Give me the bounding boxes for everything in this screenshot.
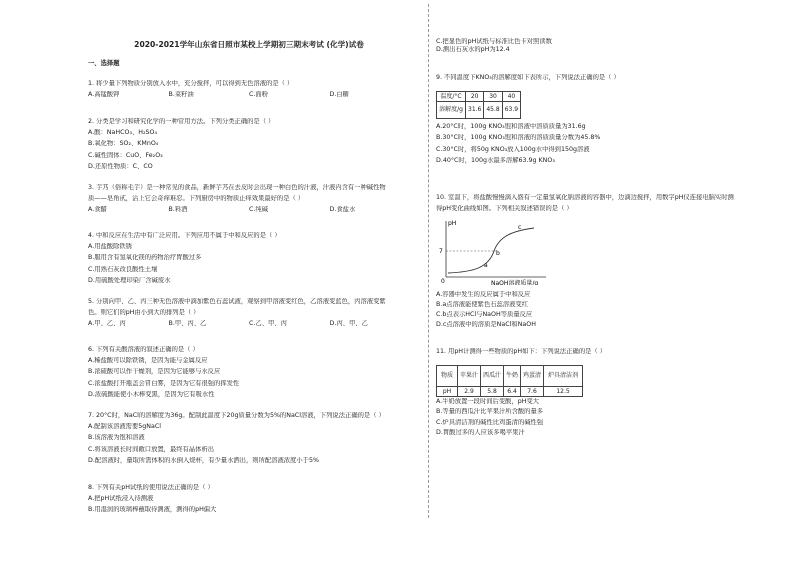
table-cell: 30 (484, 92, 502, 102)
table-cell: 5.8 (481, 387, 504, 397)
ph-table (436, 365, 583, 397)
table-cell: 45.8 (484, 102, 502, 119)
option-line: C.b点表示HCl与NaOH等质量反应 (436, 311, 533, 319)
table-cell: 苹果汁 (458, 366, 481, 387)
question-line: A.稀盐酸可以除铁锈，是因为能与金属反应 (88, 357, 208, 365)
page-title: 2020-2021学年山东省日照市某校上学期初三期末考试 (化学)试卷 (134, 40, 364, 49)
table-cell: 40 (502, 92, 520, 102)
question-line: B.氧化物：SO₂、KMnO₄ (88, 140, 159, 148)
y-axis-label: pH (448, 220, 457, 228)
option-A: A.甲、乙、丙 (88, 320, 126, 328)
table-cell: 6.4 (504, 387, 521, 397)
option-line: D.40°C时，100g水最多溶解63.9g KNO₃ (436, 156, 555, 164)
question-stem: 5. 分别向甲、乙、丙三种无色溶液中滴加紫色石蕊试液，观察到甲溶液变红色，乙溶液变蓝色，丙溶液变紫 (88, 298, 386, 305)
point-b-label: b (496, 250, 500, 258)
table-cell: 鸡蛋清 (521, 366, 544, 387)
question-2 (88, 118, 410, 171)
question-stem: 2. 分类是学习和研究化学的一种常用方法。下列分类正确的是（ ） (88, 118, 275, 125)
question-line: D.浓硫酸能使小木棒变黑，是因为它有吸水性 (88, 390, 215, 398)
question-stem: 11. 用pH计测得一些物质的pH如下：下列说法正确的是（ ） (436, 348, 607, 355)
option-line: D.胃酸过多的人应该多喝苹果汁 (436, 428, 525, 436)
option-D: D.食盐水 (329, 206, 356, 214)
option-line: D.c点溶液中的溶质是NaCl和NaOH (436, 321, 536, 329)
option-line: C.把显色的pH试纸与标准比色卡对照读数 (436, 38, 552, 45)
option-line: A.容器中发生的反应属于中和反应 (436, 290, 531, 298)
question-line: D.还原性物质：C、CO (88, 162, 153, 170)
table-cell: 2.9 (458, 387, 481, 397)
section-heading: 一、选择题 (88, 60, 120, 67)
question-7 (88, 412, 410, 465)
option-line: A.牛奶放置一段时间后变酸，pH变大 (436, 398, 540, 406)
tick-7: 7 (439, 248, 443, 256)
ph-curve-figure (436, 217, 586, 285)
question-stem: 10. 室温下，将盐酸慢慢滴入盛有一定量氢氧化钠溶液的容器中，边滴边搅拌，用数字pH仪连接电脑实时测 (436, 194, 734, 201)
option-C: C.乙、甲、丙 (249, 320, 287, 328)
option-line: C.30°C时，将50g KNO₃放入100g水中得到150g溶液 (436, 145, 590, 153)
options-row (88, 320, 410, 328)
table-cell: 牛奶 (504, 366, 521, 387)
table-cell: 63.9 (502, 102, 520, 119)
question-stem: 8. 下列有关pH试纸的使用说法正确的是（ ） (88, 484, 214, 491)
question-8 (88, 484, 410, 515)
solubility-table (436, 91, 521, 119)
question-stem: 6. 下列有关酸溶液的叙述正确的是（ ） (88, 346, 199, 353)
table-cell: 温度/°C (437, 92, 466, 102)
question-line: D.配溶液时，量取所需体积的水倒入烧杯，有少量水洒出，则所配溶液浓度小于5% (88, 456, 319, 464)
question-1 (88, 80, 410, 99)
question-line: B.该溶液为饱和溶液 (88, 434, 145, 442)
question-line: B.服用含有氢氧化镁的药物治疗胃酸过多 (88, 254, 202, 262)
question-10 (436, 194, 761, 329)
question-stem: 9. 不同温度下KNO₃的溶解度如下表所示，下列说法正确的是（ ） (436, 74, 620, 81)
option-line: B.a点溶液能使紫色石蕊溶液变红 (436, 300, 529, 308)
question-5 (88, 298, 410, 329)
option-C: C.纯碱 (249, 206, 268, 214)
option-line: B.30°C时，100g KNO₃饱和溶液的溶质质量分数为45.8% (436, 134, 601, 142)
question-9 (436, 74, 761, 165)
question-6 (88, 346, 410, 399)
options-row (88, 91, 410, 99)
question-line: 色。则它们的pH由小到大的排列是（ ） (88, 309, 200, 317)
question-stem: 3. 芋艿（俗称毛芋）是一种常见的食品，新鲜芋艿在去皮时会出现一种白色的汁液，汁液内含有一种碱性物 (88, 184, 386, 191)
question-line: A.把pH试纸浸入待测液 (88, 495, 154, 503)
table-cell: 西瓜汁 (481, 366, 504, 387)
question-stem: 4. 中和反应在生活中有广泛应用。下列应用不属于中和反应的是（ ） (88, 232, 281, 239)
question-line: C.浓盐酸打开瓶盖会冒白雾，是因为它有很强的挥发性 (88, 379, 240, 387)
table-cell: pH (437, 387, 458, 397)
question-11 (436, 348, 761, 437)
option-A: A.高锰酸钾 (88, 91, 120, 99)
table-cell: 7.6 (521, 387, 544, 397)
column-divider (428, 4, 429, 518)
option-line: B.等量的西瓜汁比苹果汁所含酸的量多 (436, 408, 544, 416)
ph-curve (448, 228, 534, 273)
question-line: A.酸：NaHCO₃、H₂SO₄ (88, 129, 158, 137)
question-line: C.用熟石灰改良酸性土壤 (88, 265, 158, 273)
table-cell: 20 (466, 92, 484, 102)
x-axis-label: NaOH溶液质量/g (491, 280, 539, 286)
point-c-label: c (518, 224, 522, 232)
question-stem: 得pH变化曲线如图。下列相关叙述错误的是（ ） (436, 205, 573, 213)
option-A: A.食醋 (88, 206, 107, 214)
q8-continued (436, 38, 761, 54)
option-B: B.甲、丙、乙 (168, 320, 207, 328)
question-4 (88, 232, 410, 285)
option-line: D.测出石灰水的pH为12.4 (436, 46, 510, 54)
table-cell: 12.5 (544, 387, 583, 397)
table-cell: 31.6 (466, 102, 484, 119)
point-a-label: a (484, 262, 488, 270)
question-line: B.浓硫酸可以作干燥剂，是因为它能够与水反应 (88, 368, 221, 376)
option-B: B.料酒 (168, 206, 188, 214)
question-line: C.碱性固体：CuO、Fe₂O₃ (88, 151, 163, 159)
question-line: A.配制该溶液需要5gNaCl (88, 423, 161, 431)
option-line: A.20°C时，100g KNO₃饱和溶液中溶质质量为31.6g (436, 123, 586, 131)
question-3 (88, 184, 410, 215)
question-stem: 1. 将少量下列物质分别放入水中，充分搅拌，可以得到无色溶液的是（ ） (88, 80, 294, 87)
question-line: 质——皂角甙，沾上它会奇痒难忍。下列厨房中的物质止痒效果最好的是（ ） (88, 195, 305, 203)
question-line: A.用盐酸除铁锈 (88, 243, 132, 251)
table-cell: 炉具清洁剂 (544, 366, 583, 387)
options-row (88, 206, 410, 214)
table-cell: 溶解度/g (437, 102, 466, 119)
option-B: B.菜籽油 (168, 91, 194, 99)
option-D: D.白糖 (329, 91, 349, 99)
option-C: C.面粉 (249, 91, 268, 99)
question-stem: 7. 20°C时，NaCl的溶解度为36g。配制此温度下20g质量分数为5%的NaCl溶液，下列说法正确的是（ ） (88, 412, 385, 419)
origin-label: 0 (441, 278, 445, 286)
option-line: C.炉具清洁剂的碱性比鸡蛋清的碱性强 (436, 418, 544, 426)
option-D: D.丙、甲、乙 (329, 320, 368, 328)
table-cell: 物质 (437, 366, 458, 387)
question-line: C.将该溶液长时间敞口放置，最终有晶体析出 (88, 445, 215, 453)
question-line: B.用湿润的玻璃棒蘸取待测液，测得的pH偏大 (88, 506, 217, 514)
question-line: D.用硫酸处理印染厂含碱废水 (88, 276, 171, 284)
